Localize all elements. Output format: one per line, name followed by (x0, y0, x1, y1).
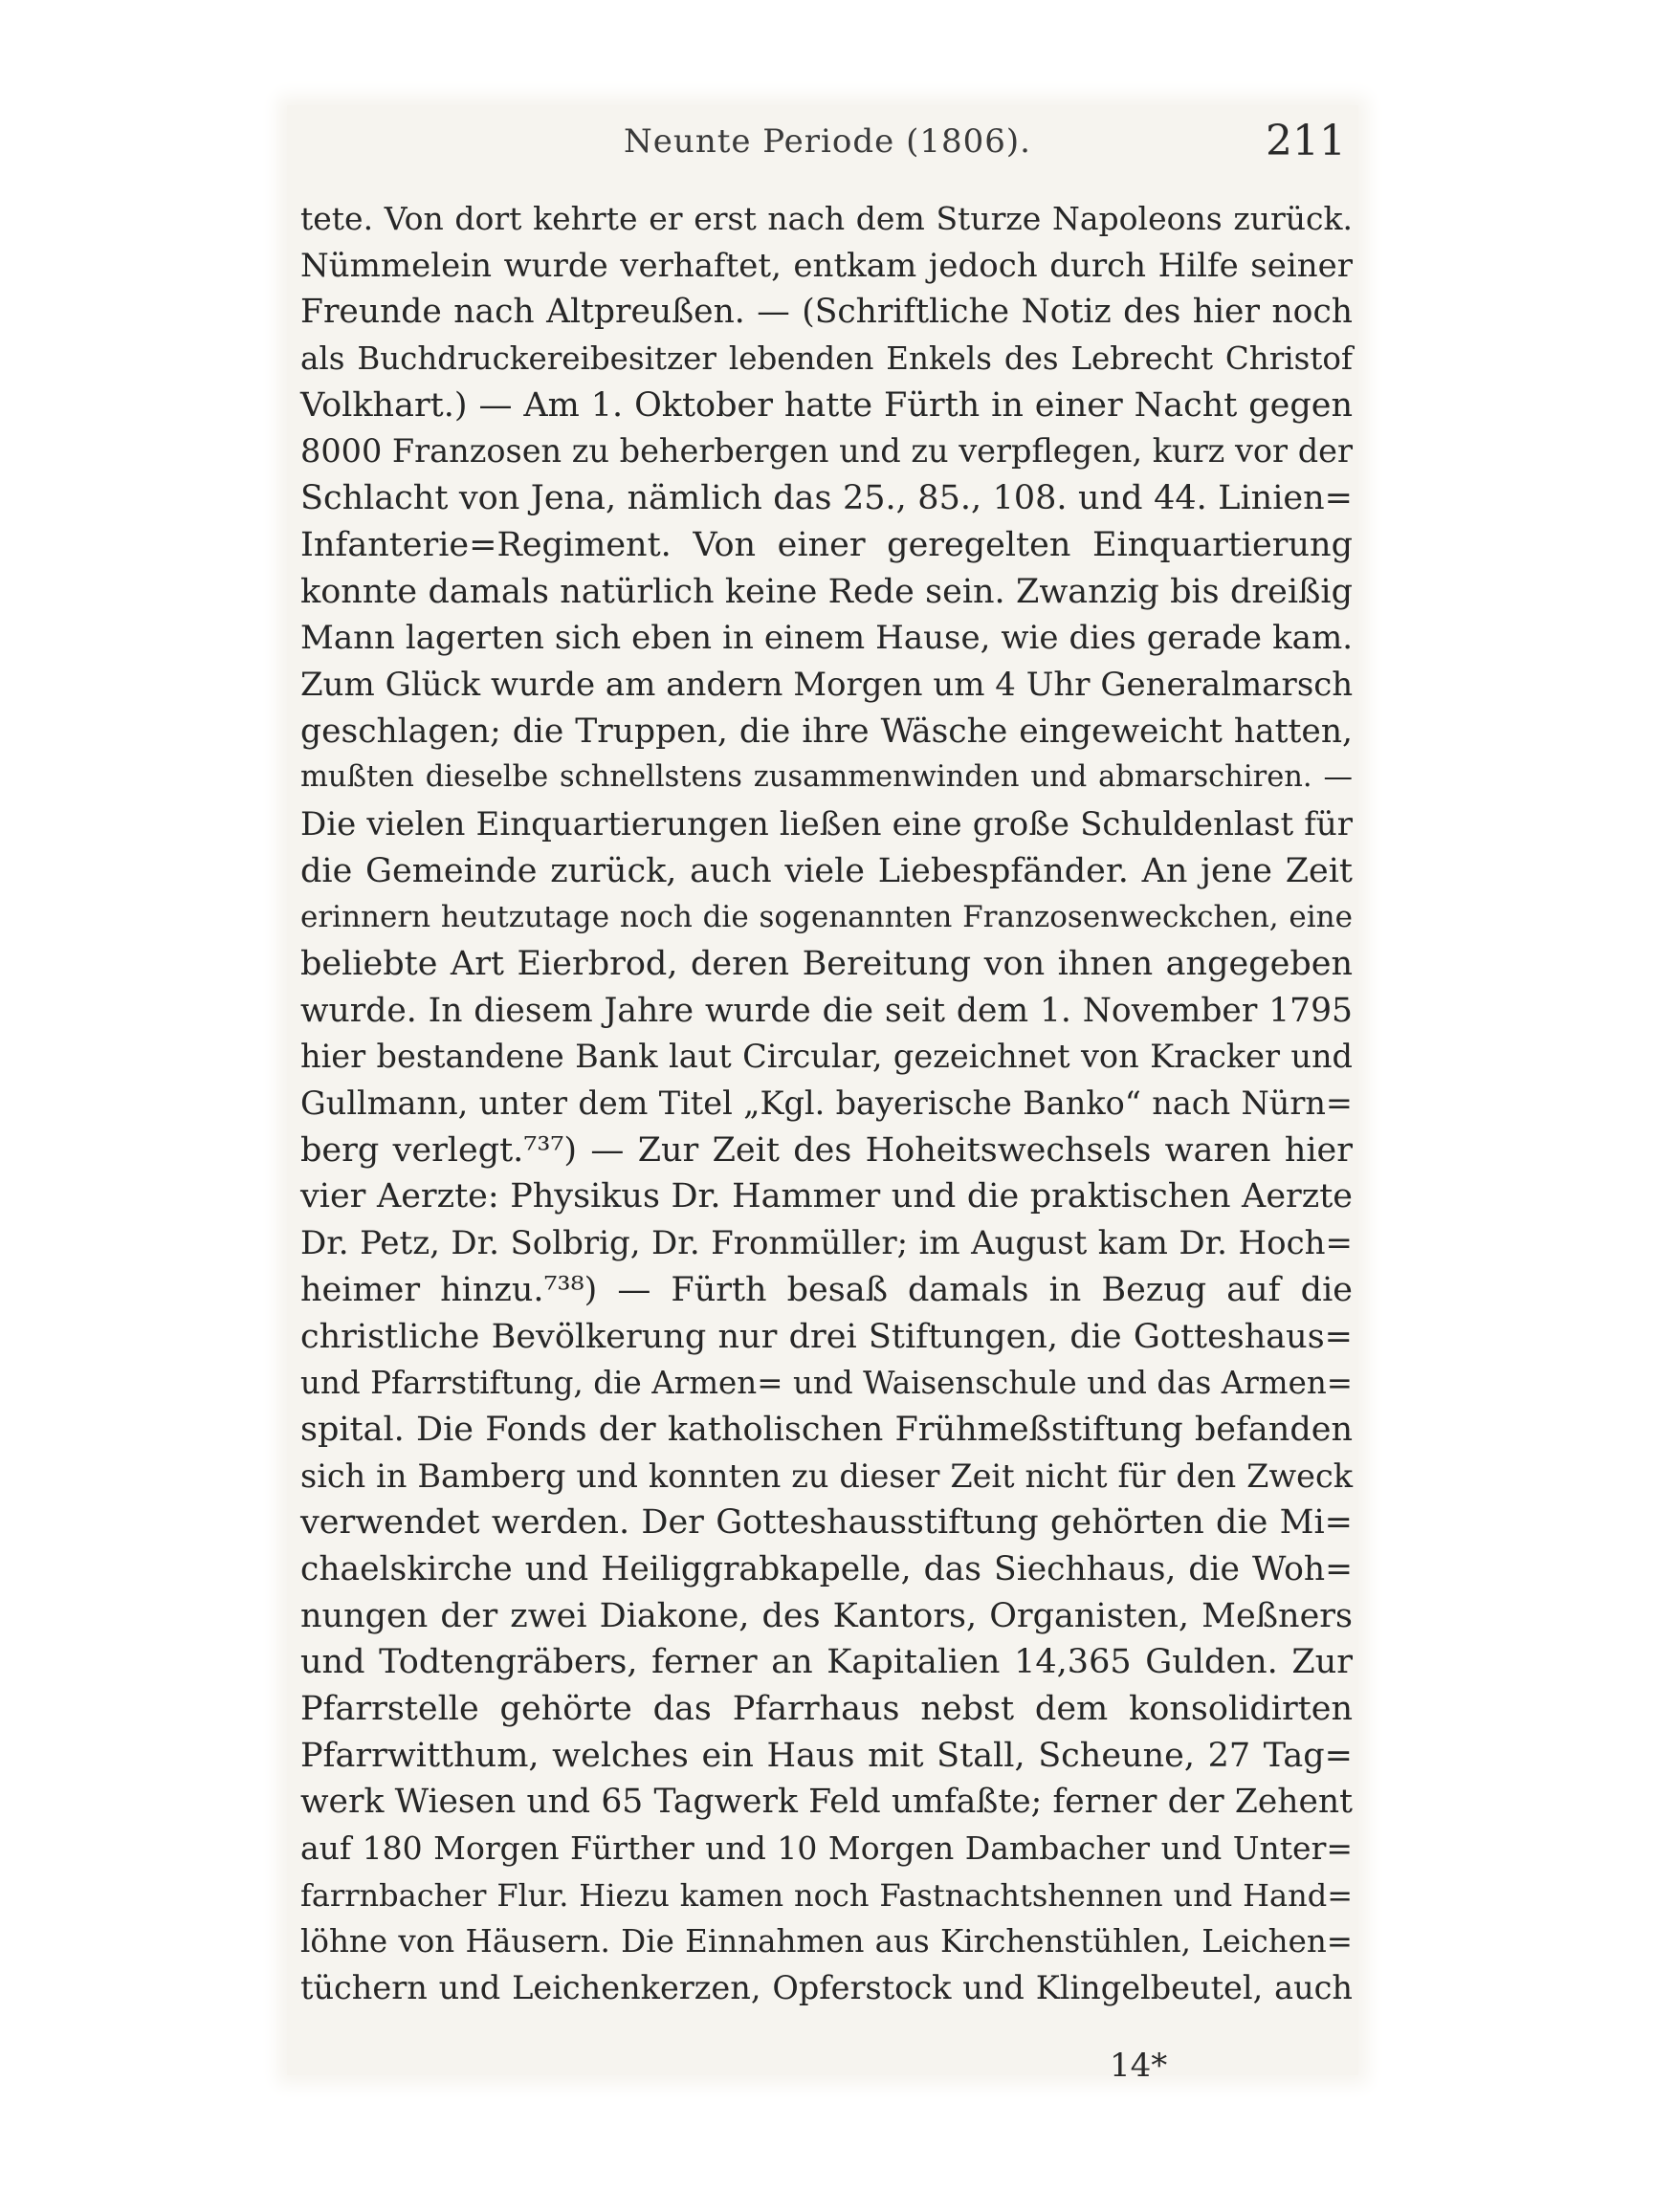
running-header (301, 117, 1354, 174)
text-line: heimer hinzu.⁷³⁸) — Fürth besaß damals in Bezug auf die (300, 1270, 1353, 1309)
text-line: geschlagen; die Truppen, die ihre Wäsche eingeweicht hatten, (300, 712, 1353, 751)
text-line: Pfarrwitthum, welches ein Haus mit Stall, Scheune, 27 Tag= (300, 1736, 1353, 1775)
text-line: 8000 Franzosen zu beherbergen und zu verpflegen, kurz vor der (300, 432, 1353, 471)
text-line: Volkhart.) — Am 1. Oktober hatte Fürth in einer Nacht gegen (300, 385, 1353, 425)
text-line: tüchern und Leichenkerzen, Opferstock und Klingelbeutel, auch (300, 1969, 1353, 2007)
text-line: Infanterie=Regiment. Von einer geregelten Einquartierung (300, 525, 1353, 564)
text-line: erinnern heutzutage noch die sogenannten Franzosenweckchen, eine (300, 900, 1353, 935)
text-line: Dr. Petz, Dr. Solbrig, Dr. Fronmüller; im August kam Dr. Hoch= (300, 1224, 1353, 1263)
page-number: 211 (1266, 117, 1346, 165)
text-line: nungen der zwei Diakone, des Kantors, Organisten, Meßners (300, 1596, 1353, 1635)
text-line: farrnbacher Flur. Hiezu kamen noch Fastnachtshennen und Hand= (300, 1876, 1353, 1914)
text-line: die Gemeinde zurück, auch viele Liebespfänder. An jene Zeit (300, 851, 1353, 890)
running-title: Neunte Periode (1806). (624, 122, 1031, 161)
text-line: und Pfarrstiftung, die Armen= und Waisenschule und das Armen= (300, 1365, 1353, 1402)
text-line: Mann lagerten sich eben in einem Hause, wie dies gerade kam. (300, 619, 1353, 658)
text-line: Schlacht von Jena, nämlich das 25., 85., 108. und 44. Linien= (300, 479, 1353, 518)
text-line: vier Aerzte: Physikus Dr. Hammer und die praktischen Aerzte (300, 1177, 1353, 1216)
text-line: Pfarrstelle gehörte das Pfarrhaus nebst dem konsolidirten (300, 1690, 1353, 1728)
text-line: tete. Von dort kehrte er erst nach dem Sturze Napoleons zurück. (300, 200, 1353, 237)
text-line: Gullmann, unter dem Titel „Kgl. bayerische Banko“ nach Nürn= (300, 1084, 1353, 1123)
text-line: wurde. In diesem Jahre wurde die seit dem 1. November 1795 (300, 991, 1353, 1030)
body-text (300, 196, 1353, 2012)
text-line: christliche Bevölkerung nur drei Stiftungen, die Gotteshaus= (300, 1317, 1353, 1356)
signature-mark: 14* (1110, 2047, 1168, 2085)
text-line: hier bestandene Bank laut Circular, gezeichnet von Kracker und (300, 1038, 1353, 1076)
text-line: und Todtengräbers, ferner an Kapitalien 14,365 Gulden. Zur (300, 1643, 1353, 1682)
text-line: mußten dieselbe schnellstens zusammenwinden und abmarschiren. — (300, 760, 1353, 795)
text-line: spital. Die Fonds der katholischen Frühmeßstiftung befanden (300, 1410, 1353, 1449)
text-line: Zum Glück wurde am andern Morgen um 4 Uhr Generalmarsch (300, 665, 1354, 704)
text-line: löhne von Häusern. Die Einnahmen aus Kirchenstühlen, Leichen= (300, 1923, 1353, 1960)
text-line: als Buchdruckereibesitzer lebenden Enkels des Lebrecht Christof (300, 340, 1353, 378)
text-line: auf 180 Morgen Fürther und 10 Morgen Dambacher und Unter= (300, 1829, 1353, 1868)
text-line: sich in Bamberg und konnten zu dieser Zeit nicht für den Zweck (300, 1456, 1353, 1495)
text-line: konnte damals natürlich keine Rede sein. Zwanzig bis dreißig (300, 572, 1353, 611)
text-line: Nümmelein wurde verhaftet, entkam jedoch durch Hilfe seiner (300, 246, 1353, 285)
text-line: Die vielen Einquartierungen ließen eine große Schuldenlast für (300, 804, 1353, 843)
text-line: chaelskirche und Heiliggrabkapelle, das Siechhaus, die Woh= (300, 1549, 1353, 1588)
text-line: verwendet werden. Der Gotteshausstiftung gehörten die Mi= (300, 1503, 1353, 1543)
text-line: berg verlegt.⁷³⁷) — Zur Zeit des Hoheitswechsels waren hier (300, 1130, 1353, 1170)
text-line: beliebte Art Eierbrod, deren Bereitung von ihnen angegeben (300, 945, 1353, 983)
text-line: werk Wiesen und 65 Tagwerk Feld umfaßte; ferner der Zehent (300, 1783, 1353, 1822)
text-line: Freunde nach Altpreußen. — (Schriftliche Notiz des hier noch (300, 293, 1353, 332)
